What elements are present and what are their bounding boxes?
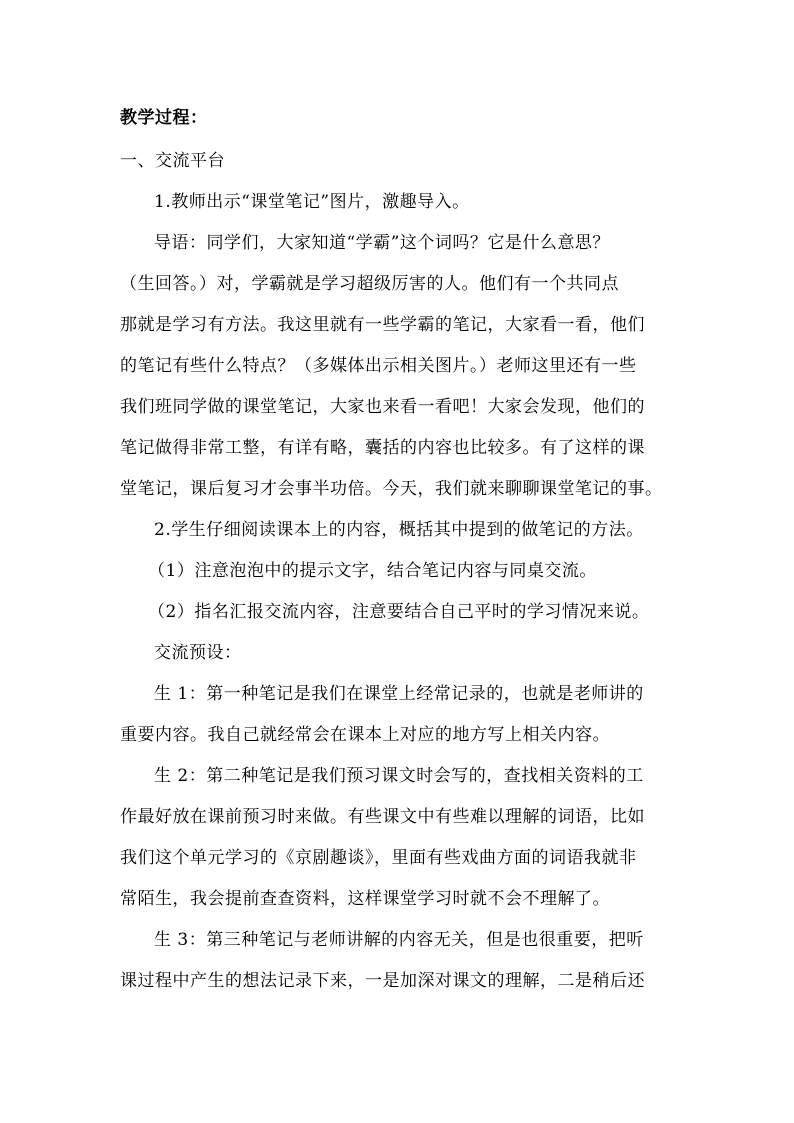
paragraph-line: 交流预设： bbox=[154, 643, 242, 663]
paragraph-line: 笔记做得非常工整，有详有略，囊括的内容也比较多。有了这样的课 bbox=[120, 438, 645, 458]
document-title: 教学过程： bbox=[120, 108, 208, 128]
paragraph-line: 1.教师出示“课堂笔记”图片，激趣导入。 bbox=[154, 192, 470, 212]
paragraph-line: 堂笔记，课后复习才会事半功倍。今天，我们就来聊聊课堂笔记的事。 bbox=[120, 479, 663, 499]
paragraph-line: 生 1：第一种笔记是我们在课堂上经常记录的，也就是老师讲的 bbox=[154, 684, 644, 704]
paragraph-line: 那就是学习有方法。我这里就有一些学霸的笔记，大家看一看，他们 bbox=[120, 315, 645, 335]
paragraph-line: （2）指名汇报交流内容，注意要结合自己平时的学习情况来说。 bbox=[148, 602, 650, 622]
paragraph-line: 的笔记有些什么特点？（多媒体出示相关图片。）老师这里还有一些 bbox=[120, 356, 637, 376]
paragraph-line: 生 2：第二种笔记是我们预习课文时会写的，查找相关资料的工 bbox=[154, 766, 644, 786]
paragraph-line: （1）注意泡泡中的提示文字，结合笔记内容与同桌交流。 bbox=[148, 561, 597, 581]
paragraph-line: 常陌生，我会提前查查资料，这样课堂学习时就不会不理解了。 bbox=[120, 889, 610, 909]
paragraph-line: 我们这个单元学习的《京剧趣谈》，里面有些戏曲方面的词语我就非 bbox=[120, 848, 637, 868]
section-heading: 一、交流平台 bbox=[120, 151, 225, 171]
paragraph-line: 2.学生仔细阅读课本上的内容，概括其中提到的做笔记的方法。 bbox=[154, 520, 644, 540]
paragraph-line: 重要内容。我自己就经常会在课本上对应的地方写上相关内容。 bbox=[120, 725, 610, 745]
paragraph-line: （生回答。）对，学霸就是学习超级厉害的人。他们有一个共同点 bbox=[120, 274, 619, 294]
paragraph-line: 导语：同学们，大家知道“学霸”这个词吗？它是什么意思？ bbox=[154, 233, 610, 253]
paragraph-line: 我们班同学做的课堂笔记，大家也来看一看吧！大家会发现，他们的 bbox=[120, 397, 645, 417]
paragraph-line: 课过程中产生的想法记录下来，一是加深对课文的理解，二是稍后还 bbox=[120, 971, 645, 991]
paragraph-line: 生 3：第三种笔记与老师讲解的内容无关，但是也很重要，把听 bbox=[154, 930, 644, 950]
paragraph-line: 作最好放在课前预习时来做。有些课文中有些难以理解的词语，比如 bbox=[120, 807, 645, 827]
